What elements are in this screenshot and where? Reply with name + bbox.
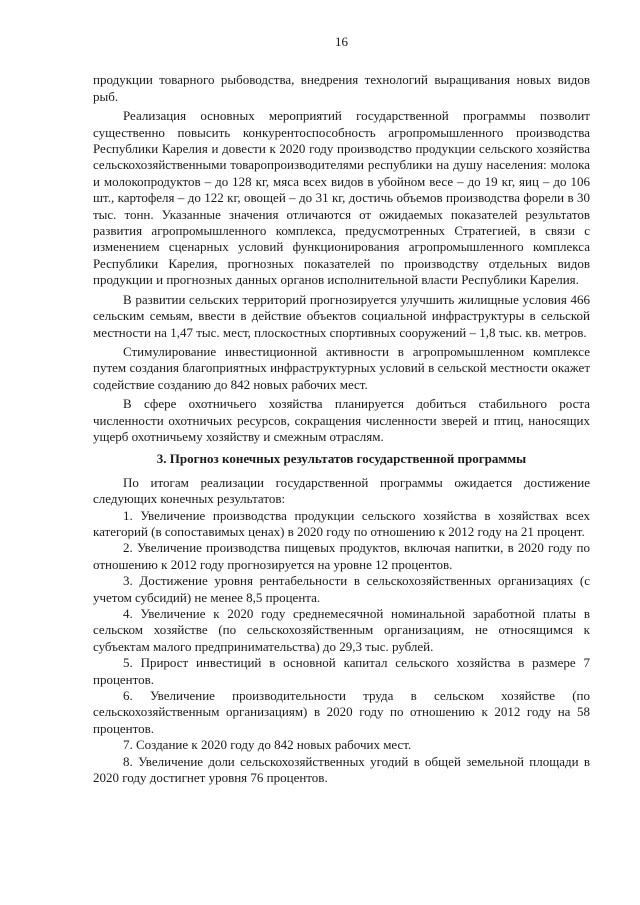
page-number: 16 [335, 34, 348, 49]
result-item-2: 2. Увеличение производства пищевых продуктов, включая напитки, в 2020 году по отношению к 2012 году прогнозируется на уровне 12 процентов. [93, 540, 590, 572]
result-item-8: 8. Увеличение доли сельскохозяйственных угодий в общей земельной площади в 2020 году достигнет уровня 76 процентов. [93, 753, 590, 786]
result-item-6: 6. Увеличение производительности труда в сельском хозяйстве (по сельскохозяйственным организациям) в 2020 году по отношению к 2012 году на 58 процентов. [93, 688, 590, 736]
result-item-3: 3. Достижение уровня рентабельности в сельскохозяйственных организациях (с учетом субсидий) не менее 8,5 процента. [93, 573, 590, 605]
result-item-1: 1. Увеличение производства продукции сельского хозяйства в хозяйствах всех категорий (в сопоставимых ценах) в 2020 году по отношению к 2012 году на 21 процент. [93, 507, 590, 539]
paragraph-rural-development: В развитии сельских территорий прогнозируется улучшить жилищные условия 466 сельским семьям, ввести в действие объектов социальной инфраструктуры в сельской местности на 1,47 тыс. мест, плоскостных спортивных сооружений – 1,8 тыс. кв. метров. [93, 291, 590, 340]
paragraph-results-intro: По итогам реализации государственной программы ожидается достижение следующих конечных результатов: [93, 474, 590, 507]
paragraph-investment-activity: Стимулирование инвестиционной активности в агропромышленном комплексе путем создания благоприятных инфраструктурных условий в сельской местности окажет содействие созданию до 842 новых рабочих мест. [93, 343, 590, 392]
paragraph-program-implementation: Реализация основных мероприятий государственной программы позволит существенно повысить конкурентоспособность агропромышленного производства Республики Карелия и довести к 2020 году производство продукции сельского хозяйства сельскохозяйственными товаропроизводителями республики на душу населения: молока и молокопродуктов – до 128 кг, мяса всех видов в убойном весе – до 19 кг, яиц – до 106 шт., картофеля – до 122 кг, овощей – до 31 кг, достичь объемов производства форели в 30 тыс. тонн. Указанные значения отличаются от ожидаемых показателей результатов развития агропромышленного комплекса, предусмотренных Стратегией, в связи с изменением сценарных условий функционирования агропромышленного комплекса Республики Карелия, прогнозных показателей по производству отдельных видов продукции и прогнозных данных органов исполнительной власти Республики Карелия. [93, 108, 590, 288]
paragraph-hunting-sector: В сфере охотничьего хозяйства планируется добиться стабильного роста численности охотничьих ресурсов, сокращения численности зверей и птиц, наносящих ущерб охотничьему хозяйству и смежным отраслям. [93, 396, 590, 444]
section-heading: 3. Прогноз конечных результатов государственной программы [156, 451, 527, 467]
paragraph-continuation: продукции товарного рыбоводства, внедрения технологий выращивания новых видов рыб. [93, 72, 590, 104]
result-item-7: 7. Создание к 2020 году до 842 новых рабочих мест. [123, 737, 412, 753]
result-item-5: 5. Прирост инвестиций в основной капитал сельского хозяйства в размере 7 процентов. [93, 655, 590, 687]
result-item-4: 4. Увеличение к 2020 году среднемесячной номинальной заработной платы в сельском хозяйстве (по сельскохозяйственным организациям, не относящимся к субъектам малого предпринимательства) до 29,3 тыс. рублей. [93, 606, 590, 654]
